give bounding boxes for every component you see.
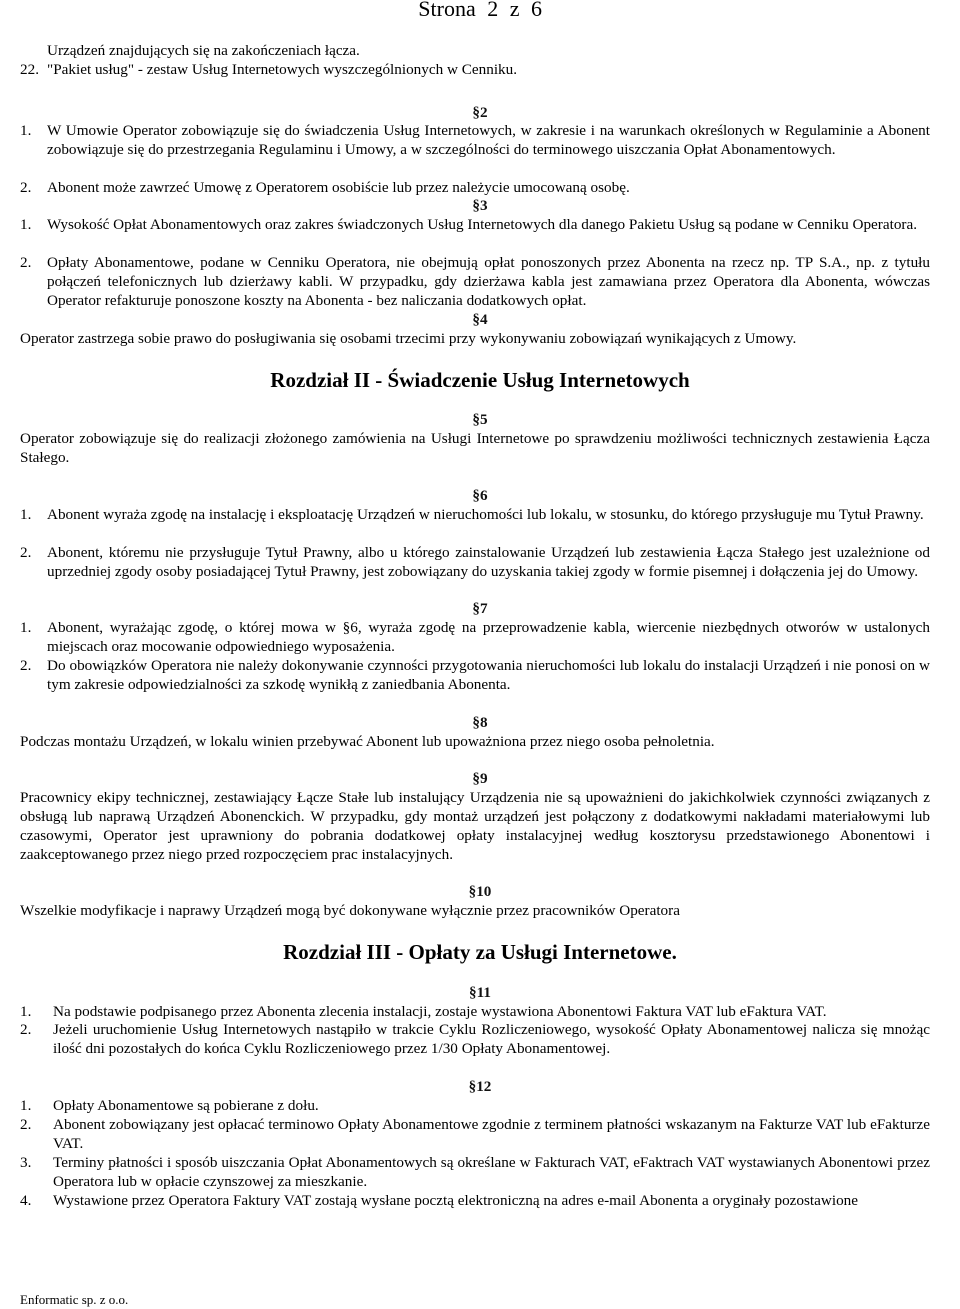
section-6-item-1 — [20, 505, 930, 524]
section-4-title: §4 — [472, 311, 488, 328]
chapter-3-heading: Rozdział III - Opłaty za Usługi Internetowe. — [283, 940, 677, 964]
item-text: Opłaty Abonamentowe są pobierane z dołu. — [53, 1097, 319, 1114]
item-text: W Umowie Operator zobowiązuje się do świadczenia Usług Internetowych, w zakresie i na warunkach określonych w Regulaminie a Abonent zobowiązuje się do przestrzegania Regulaminu i Umowy, a w szczególności do terminowego uiszczania Opłat Abonamentowych. — [47, 122, 930, 158]
item-text: Abonent, wyrażając zgodę, o której mowa w §6, wyraża zgodę na przeprowadzenie kabla, wiercenie niezbędnych otworów w ustalonych miejscach oraz mocowanie odpowiedniego wyposażenia. — [47, 619, 930, 655]
section-12-title: §12 — [468, 1078, 492, 1095]
section-9-text: Pracownicy ekipy technicznej, zestawiający Łącze Stałe lub instalujący Urządzenia nie są upoważnieni do jakichkolwiek czynności związanych z obsługą lub naprawą Urządzeń Abonenckich. W przypadku, gdy montaż urządzeń jest połączony z dodatkowymi nakładami materiałowymi lub czasowymi, Operator jest uprawniony do pobrania dodatkowej opłaty instalacyjnej według kosztorysu przedstawionego Abonentowi i zaakceptowanego przez niego przed rozpoczęciem prac instalacyjnych. — [20, 789, 930, 863]
item-number: 22. — [20, 61, 39, 78]
item-text: "Pakiet usług" - zestaw Usług Internetowych wyszczególnionych w Cenniku. — [47, 61, 518, 78]
item-number: 2. — [20, 1116, 32, 1133]
section-2-item-2 — [20, 178, 930, 197]
item-number: 1. — [20, 506, 32, 523]
section-11-item-1 — [20, 1002, 930, 1021]
item-number: 2. — [20, 544, 32, 561]
section-11-title: §11 — [469, 984, 491, 1001]
section-6-title: §6 — [472, 487, 488, 504]
section-8-title: §8 — [472, 714, 488, 731]
section-6-item-2 — [20, 543, 930, 581]
section-7-title: §7 — [472, 600, 488, 617]
section-2-item-1 — [20, 121, 930, 159]
item-number: 2. — [20, 254, 32, 271]
page-number-header: Strona 2 z 6 — [418, 0, 542, 21]
section-11-item-2 — [20, 1020, 930, 1058]
item-text: Jeżeli uruchomienie Usług Internetowych nastąpiło w trakcie Cyklu Rozliczeniowego, wysokość Opłaty Abonamentowej nalicza się mnożąc ilość dni pozostałych do końca Cyklu Rozliczeniowego przez 1/30 Opłaty Abonamentowej. — [53, 1021, 930, 1057]
section-3-item-1 — [20, 215, 930, 234]
item-text: Wysokość Opłat Abonamentowych oraz zakres świadczonych Usług Internetowych dla danego Pakietu Usług są podane w Cenniku Operatora. — [47, 216, 918, 233]
section-7-item-2 — [20, 656, 930, 694]
section-12-item-3 — [20, 1153, 930, 1191]
item-number: 2. — [20, 657, 32, 674]
section-10-text: Wszelkie modyfikacje i naprawy Urządzeń mogą być dokonywane wyłącznie przez pracowników Operatora — [20, 902, 680, 919]
item-number: 4. — [20, 1192, 32, 1209]
item-text: Abonent zobowiązany jest opłacać terminowo Opłaty Abonamentowe zgodnie z terminem płatności wskazanym na Fakturze VAT lub eFakturze VAT. — [53, 1116, 930, 1152]
item-text: Opłaty Abonamentowe, podane w Cenniku Operatora, nie obejmują opłat ponoszonych przez Abonenta na rzecz np. TP S.A., np. z tytułu połączeń telefonicznych lub dzierżawy kabli. W przypadku, gdy dzierżawa kabla jest zamawiana przez Operatora dla Abonenta, wówczas Operator refakturuje ponoszone koszty na Abonenta - bez naliczania dodatkowych opłat. — [47, 254, 930, 309]
item-number: 1. — [20, 1097, 32, 1114]
intro-line: Urządzeń znajdujących się na zakończeniach łącza. — [47, 42, 360, 59]
item-text: Terminy płatności i sposób uiszczania Opłat Abonamentowych są określane w Fakturach VAT, eFaktrach VAT wystawianych Abonentowi przez Operatora lub w opłacie czynszowej za mieszkanie. — [53, 1154, 930, 1190]
section-3-title: §3 — [472, 197, 488, 214]
item-text: Abonent wyraża zgodę na instalację i eksploatację Urządzeń w nieruchomości lub lokalu, w stosunku, do którego przysługuje mu Tytuł Prawny. — [47, 506, 924, 523]
section-12-item-1 — [20, 1096, 930, 1115]
item-number: 1. — [20, 216, 32, 233]
definition-item-22 — [20, 60, 930, 79]
section-8-text: Podczas montażu Urządzeń, w lokalu winien przebywać Abonent lub upoważniona przez niego osoba pełnoletnia. — [20, 733, 715, 750]
section-4-text: Operator zastrzega sobie prawo do posługiwania się osobami trzecimi przy wykonywaniu zobowiązań wynikających z Umowy. — [20, 330, 797, 347]
section-10-title: §10 — [468, 883, 492, 900]
chapter-2-heading: Rozdział II - Świadczenie Usług Internetowych — [270, 368, 690, 392]
footer-company: Enformatic sp. z o.o. — [20, 1292, 129, 1307]
section-12-item-2 — [20, 1115, 930, 1153]
section-3-item-2 — [20, 253, 930, 310]
item-text: Na podstawie podpisanego przez Abonenta zlecenia instalacji, zostaje wystawiona Abonentowi Faktura VAT lub eFaktura VAT. — [53, 1003, 827, 1020]
section-5-text: Operator zobowiązuje się do realizacji złożonego zamówienia na Usługi Internetowe po sprawdzeniu możliwości technicznych zestawienia Łącza Stałego. — [20, 430, 930, 466]
item-text: Wystawione przez Operatora Faktury VAT zostają wysłane pocztą elektroniczną na adres e-mail Abonenta a oryginały pozostawione — [53, 1192, 858, 1209]
section-5-title: §5 — [472, 411, 488, 428]
section-9-title: §9 — [472, 770, 488, 787]
item-text: Do obowiązków Operatora nie należy dokonywanie czynności przygotowania nieruchomości lub lokalu do instalacji Urządzeń i nie ponosi on w tym zakresie odpowiedzialności za szkodę wynikłą z zaniedbania Abonenta. — [47, 657, 930, 693]
item-number: 2. — [20, 1021, 32, 1038]
item-number: 3. — [20, 1154, 32, 1171]
section-7-item-1 — [20, 618, 930, 656]
item-number: 1. — [20, 1003, 32, 1020]
item-text: Abonent może zawrzeć Umowę z Operatorem osobiście lub przez należycie umocowaną osobę. — [47, 179, 630, 196]
item-number: 1. — [20, 619, 32, 636]
item-number: 1. — [20, 122, 32, 139]
section-12-item-4 — [20, 1191, 930, 1210]
section-2-title: §2 — [472, 104, 488, 121]
item-number: 2. — [20, 179, 32, 196]
item-text: Abonent, któremu nie przysługuje Tytuł Prawny, albo u którego zainstalowanie Urządzeń lub zestawienia Łącza Stałego jest uzależnione od uprzedniej zgody osoby posiadającej Tytuł Prawny, jest zobowiązany do uzyskania takiej zgody w formie pisemnej i dołączenia jej do Umowy. — [47, 544, 930, 580]
